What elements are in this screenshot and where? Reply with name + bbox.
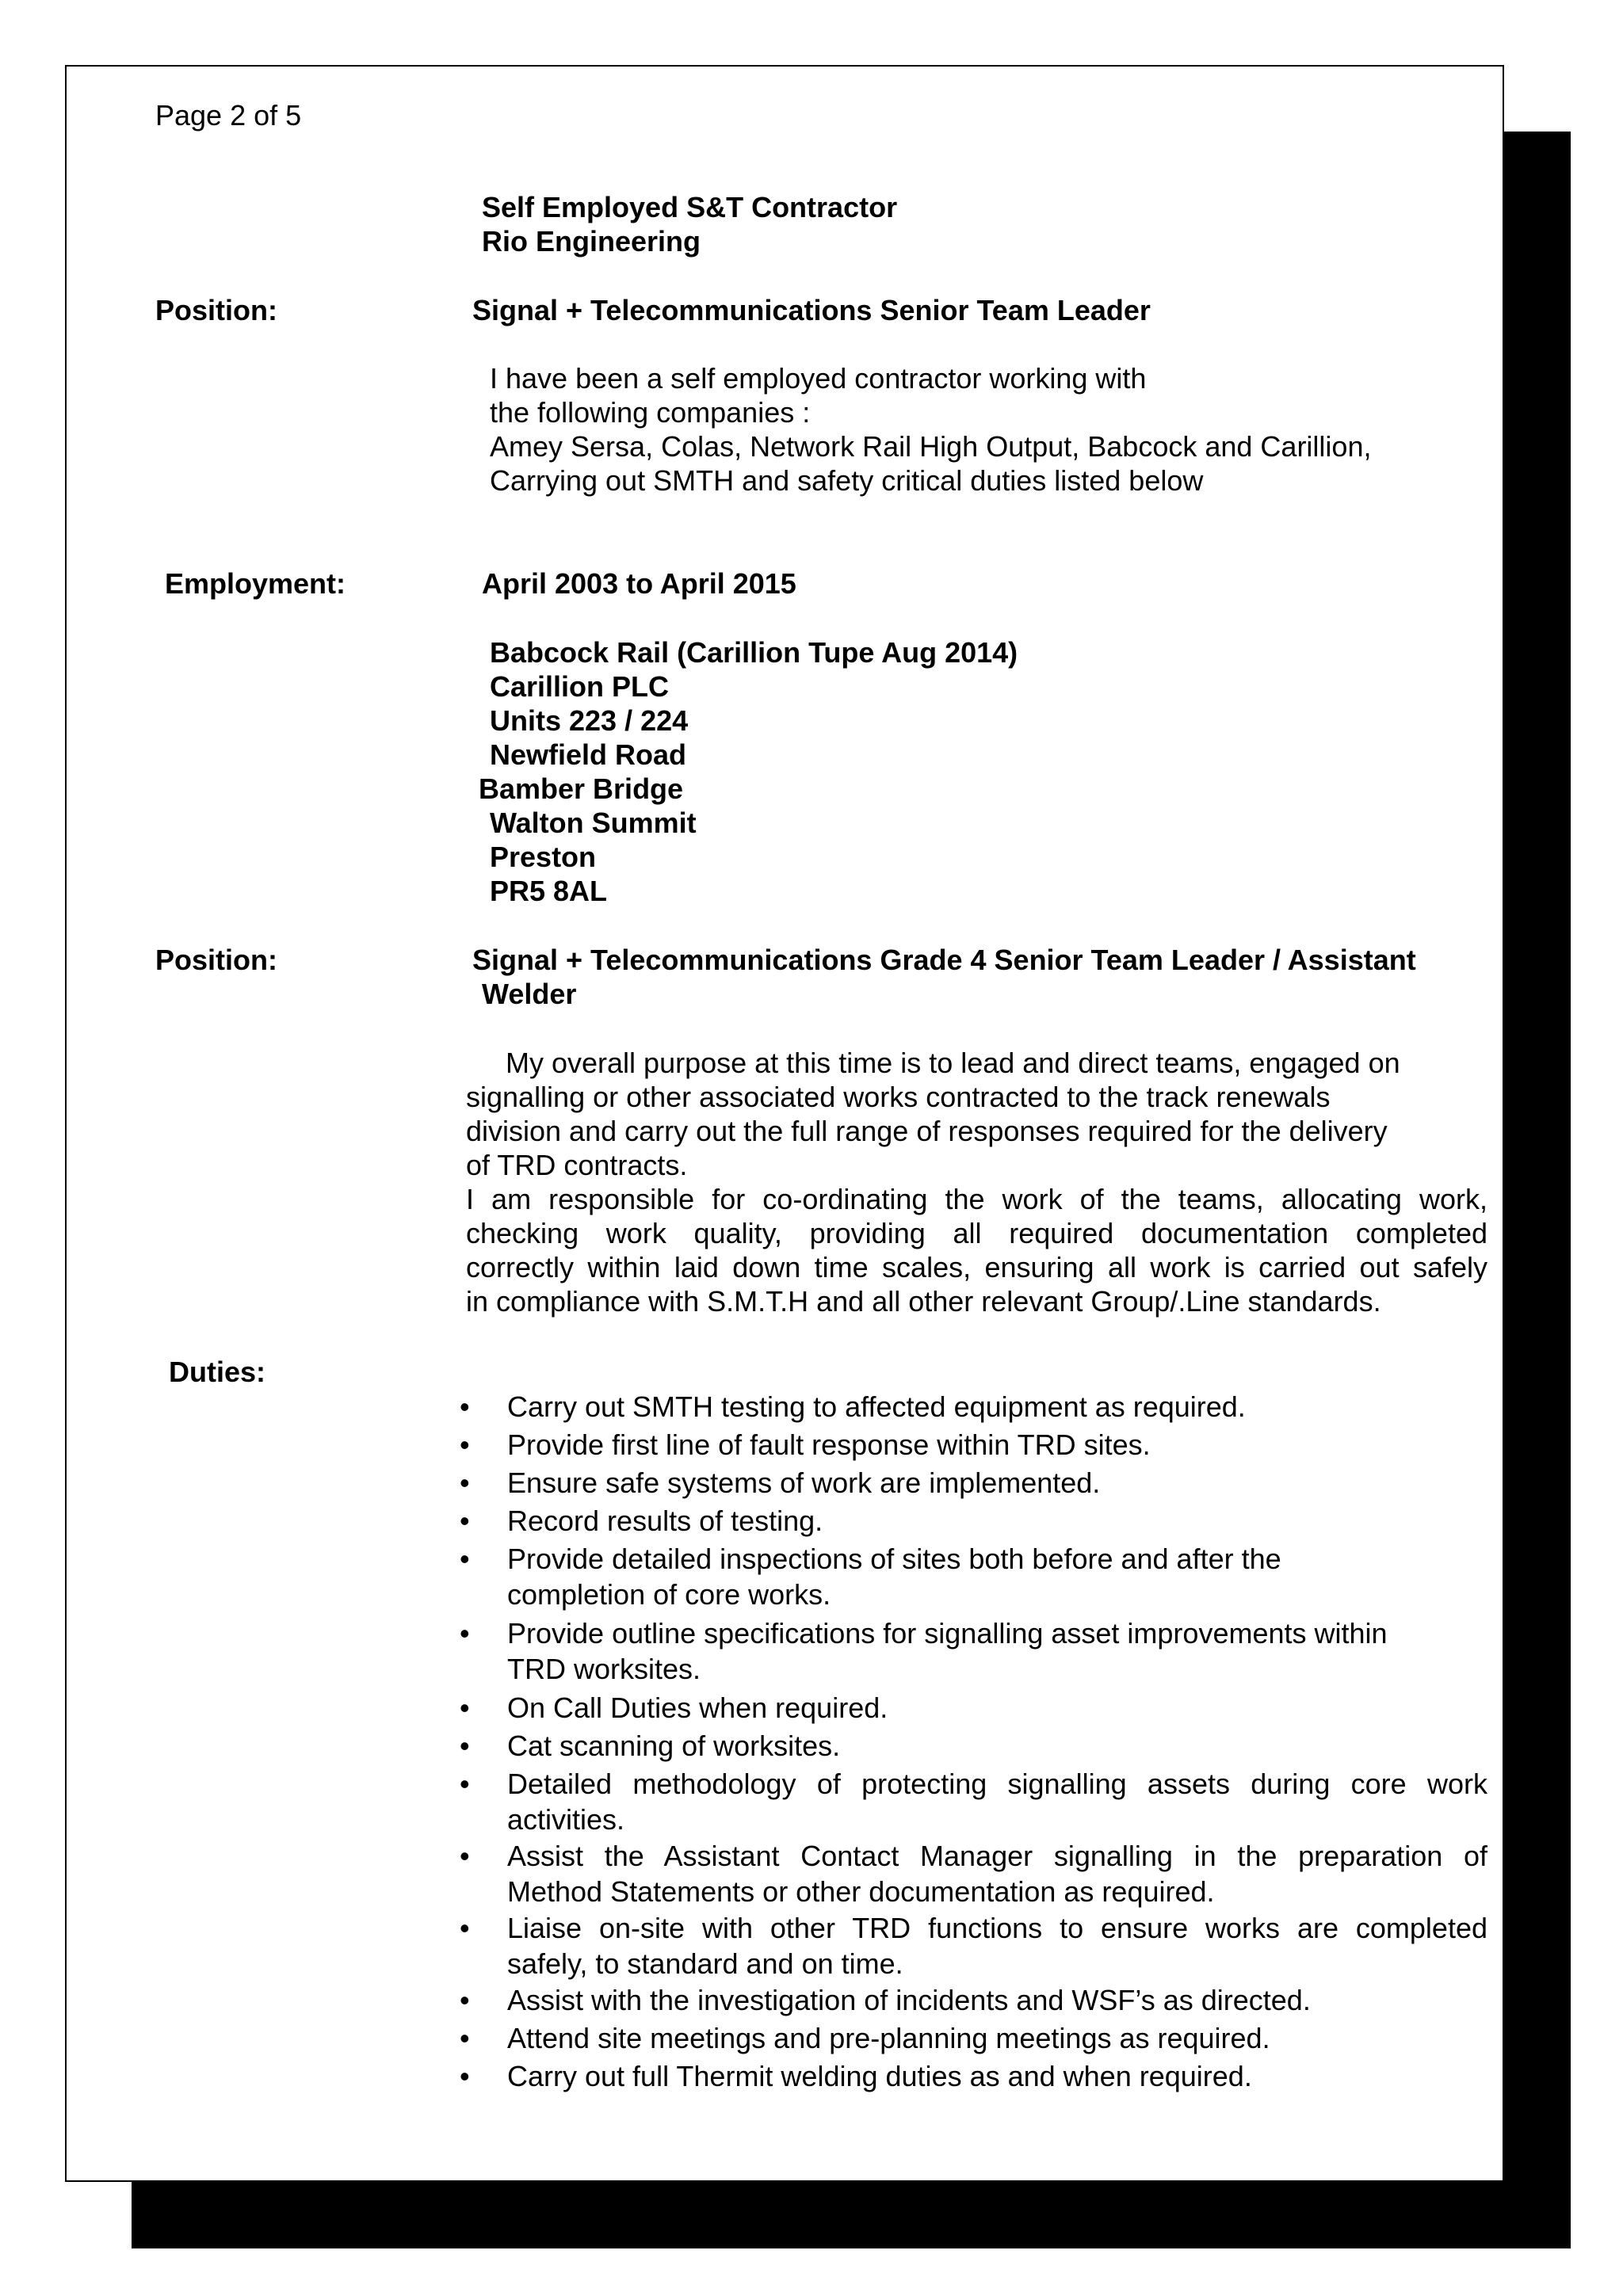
employment-dates: April 2003 to April 2015 xyxy=(482,567,796,600)
bullet-marker: • xyxy=(460,1428,470,1461)
address-line: Preston xyxy=(490,841,597,873)
duty-item-text: completion of core works. xyxy=(507,1578,831,1611)
duty-item-text: Provide first line of fault response within TRD sites. xyxy=(507,1428,1151,1461)
bullet-marker: • xyxy=(460,2060,470,2092)
address-line: Walton Summit xyxy=(490,807,697,839)
position-value-line-1: Signal + Telecommunications Grade 4 Senior Team Leader / Assistant xyxy=(472,944,1416,976)
duty-item-text: Method Statements or other documentation as required. xyxy=(507,1875,1215,1908)
duty-item-text: Attend site meetings and pre-planning meetings as required. xyxy=(507,2022,1270,2054)
address-line: Units 223 / 224 xyxy=(490,704,689,737)
duty-item-text: activities. xyxy=(507,1803,625,1836)
purpose-line: correctly within laid down time scales, ensuring all work is carried out safely xyxy=(466,1251,1487,1283)
duty-item-text: Cat scanning of worksites. xyxy=(507,1730,841,1762)
duty-item-text: Provide detailed inspections of sites both before and after the xyxy=(507,1543,1281,1575)
bullet-marker: • xyxy=(460,1466,470,1499)
address-line: PR5 8AL xyxy=(490,875,608,907)
bullet-marker: • xyxy=(460,1390,470,1423)
bullet-marker: • xyxy=(460,1543,470,1575)
duty-item-text: Assist the Assistant Contact Manager signalling in the preparation of xyxy=(507,1840,1487,1872)
duty-item-text: Record results of testing. xyxy=(507,1505,823,1537)
position-value-line-2: Welder xyxy=(482,978,577,1010)
address-line: Carillion PLC xyxy=(490,670,670,703)
purpose-line: of TRD contracts. xyxy=(466,1149,688,1181)
duty-item-text: Provide outline specifications for signalling asset improvements within xyxy=(507,1617,1388,1650)
bullet-marker: • xyxy=(460,1505,470,1537)
purpose-line: My overall purpose at this time is to lead and direct teams, engaged on xyxy=(506,1047,1400,1079)
address-line: Bamber Bridge xyxy=(479,772,684,805)
purpose-line: in compliance with S.M.T.H and all other relevant Group/.Line standards. xyxy=(466,1285,1381,1318)
duty-item-text: Ensure safe systems of work are implemented. xyxy=(507,1466,1101,1499)
purpose-line: signalling or other associated works contracted to the track renewals xyxy=(466,1081,1331,1113)
purpose-line: division and carry out the full range of responses required for the delivery xyxy=(466,1115,1388,1147)
employment-label: Employment: xyxy=(165,567,346,600)
bullet-marker: • xyxy=(460,1912,470,1944)
bullet-marker: • xyxy=(460,1617,470,1650)
bullet-marker: • xyxy=(460,1730,470,1762)
duty-item-text: Liaise on-site with other TRD functions to ensure works are completed xyxy=(507,1912,1487,1944)
employer-line-1: Self Employed S&T Contractor xyxy=(482,191,898,223)
bullet-marker: • xyxy=(460,1691,470,1724)
duties-label: Duties: xyxy=(169,1356,266,1388)
position-label: Position: xyxy=(155,294,277,326)
duty-item-text: Carry out full Thermit welding duties as and when required. xyxy=(507,2060,1252,2092)
bullet-marker: • xyxy=(460,1768,470,1800)
duty-item-text: On Call Duties when required. xyxy=(507,1691,888,1724)
contractor-desc-line: Amey Sersa, Colas, Network Rail High Output, Babcock and Carillion, xyxy=(490,430,1372,463)
duty-item-text: Detailed methodology of protecting signalling assets during core work xyxy=(507,1768,1487,1800)
bullet-marker: • xyxy=(460,1984,470,2016)
duty-item-text: safely, to standard and on time. xyxy=(507,1947,903,1980)
duty-item-text: Carry out SMTH testing to affected equipment as required. xyxy=(507,1390,1246,1423)
position-label: Position: xyxy=(155,944,277,976)
duty-item-text: TRD worksites. xyxy=(507,1653,701,1685)
employer-line-2: Rio Engineering xyxy=(482,225,701,257)
address-line: Babcock Rail (Carillion Tupe Aug 2014) xyxy=(490,636,1018,669)
contractor-desc-line: Carrying out SMTH and safety critical duties listed below xyxy=(490,464,1204,497)
bullet-marker: • xyxy=(460,1840,470,1872)
contractor-desc-line: the following companies : xyxy=(490,396,811,429)
purpose-line: checking work quality, providing all required documentation completed xyxy=(466,1217,1487,1249)
duty-item-text: Assist with the investigation of incidents and WSF’s as directed. xyxy=(507,1984,1311,2016)
page-number: Page 2 of 5 xyxy=(155,99,302,132)
position-value: Signal + Telecommunications Senior Team Leader xyxy=(472,294,1151,326)
purpose-line: I am responsible for co-ordinating the work of the teams, allocating work, xyxy=(466,1183,1487,1215)
contractor-desc-line: I have been a self employed contractor working with xyxy=(490,362,1147,395)
address-line: Newfield Road xyxy=(490,738,687,771)
bullet-marker: • xyxy=(460,2022,470,2054)
